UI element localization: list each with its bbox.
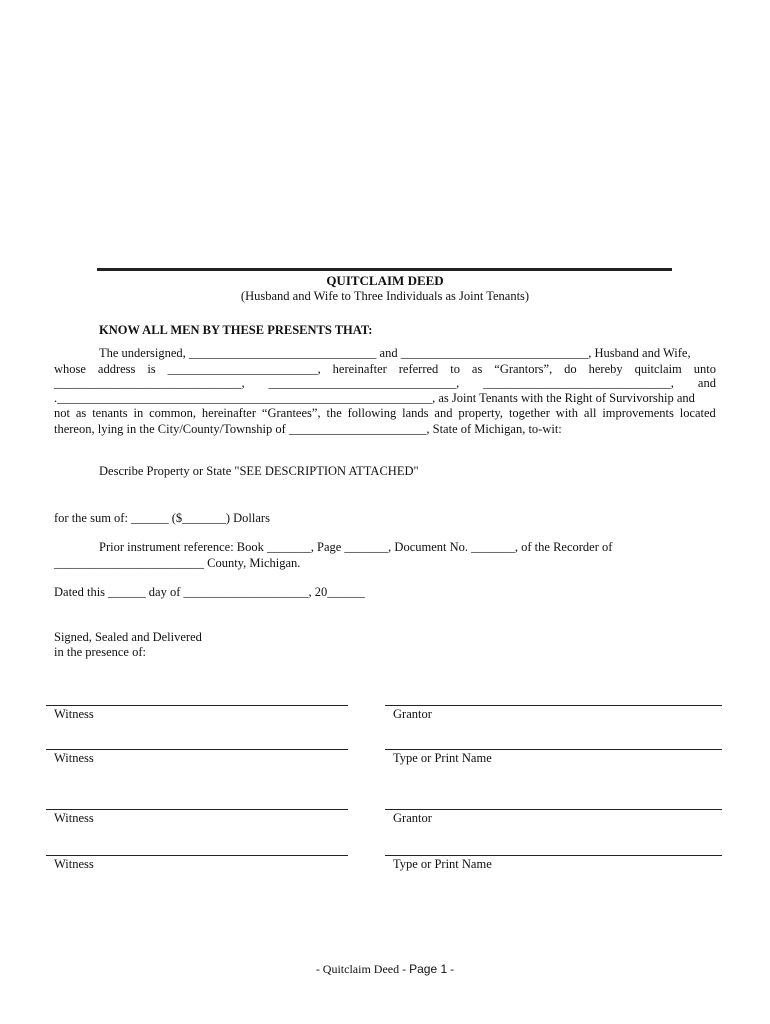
body-word: and	[697, 376, 716, 390]
signed-line-1: Signed, Sealed and Delivered	[54, 630, 202, 644]
body-line-6: thereon, lying in the City/County/Township of ______________________, State of Michigan, to-wit:	[54, 422, 562, 436]
witness-label: Witness	[54, 857, 94, 871]
document-title: QUITCLAIM DEED	[326, 273, 444, 288]
body-word: common,	[149, 406, 196, 420]
body-word: ______________________________,	[268, 376, 460, 390]
witness-label: Witness	[54, 751, 94, 765]
body-word: ______________________________,	[54, 376, 245, 390]
body-word: as	[75, 406, 87, 420]
grantor-signature-line[interactable]	[385, 809, 722, 810]
body-word: as	[471, 362, 483, 376]
body-line-3	[54, 376, 716, 391]
prior-reference-line: Prior instrument reference: Book _______, Page _______, Document No. _______, of the Recorder of	[99, 540, 613, 554]
body-word: ______________________________,	[483, 376, 674, 390]
body-word: do	[564, 362, 577, 376]
county-line: ________________________ County, Michigan.	[54, 556, 301, 570]
preamble: KNOW ALL MEN BY THESE PRESENTS THAT:	[99, 323, 373, 337]
body-word: whose	[54, 362, 86, 376]
signed-line-2: in the presence of:	[54, 645, 146, 659]
body-word: “Grantees”,	[261, 406, 321, 420]
witness-signature-line[interactable]	[46, 855, 348, 856]
print-name-label: Type or Print Name	[393, 751, 492, 765]
grantor-label: Grantor	[393, 707, 432, 721]
body-word: and	[434, 406, 453, 420]
top-rule	[97, 268, 672, 271]
print-name-label: Type or Print Name	[393, 857, 492, 871]
body-word: referred	[398, 362, 439, 376]
witness-label: Witness	[54, 707, 94, 721]
page-number: Page 1	[409, 962, 448, 976]
body-word: unto	[693, 362, 716, 376]
grantor-label: Grantor	[393, 811, 432, 825]
footer-dash: -	[447, 962, 455, 976]
witness-signature-line[interactable]	[46, 809, 348, 810]
body-word: not	[54, 406, 70, 420]
page-footer	[0, 962, 770, 977]
grantor-signature-line[interactable]	[385, 705, 722, 706]
body-word: all	[583, 406, 597, 420]
body-word: located	[679, 406, 716, 420]
body-word: following	[347, 406, 397, 420]
body-word: hereinafter	[332, 362, 387, 376]
body-word: is	[147, 362, 156, 376]
body-word: hereinafter	[201, 406, 257, 420]
body-word: tenants	[92, 406, 128, 420]
body-word: property,	[458, 406, 504, 420]
body-word: improvements	[602, 406, 674, 420]
print-name-line[interactable]	[385, 855, 722, 856]
body-word: quitclaim	[634, 362, 682, 376]
body-line-4: .____________________________________________________________, as Joint Tenants with the Right of Survivorship and	[54, 391, 695, 405]
body-word: address	[97, 362, 136, 376]
footer-title: - Quitclaim Deed -	[315, 962, 410, 976]
body-line-2	[54, 362, 716, 377]
witness-label: Witness	[54, 811, 94, 825]
document-subtitle: (Husband and Wife to Three Individuals as Joint Tenants)	[240, 289, 530, 303]
witness-signature-line[interactable]	[46, 705, 348, 706]
body-word: together	[508, 406, 550, 420]
body-word: with	[555, 406, 579, 420]
body-word: hereby	[588, 362, 623, 376]
property-description: Describe Property or State "SEE DESCRIPTION ATTACHED"	[99, 464, 419, 478]
witness-signature-line[interactable]	[46, 749, 348, 750]
body-word: ________________________,	[167, 362, 321, 376]
body-line-1: The undersigned, ______________________________ and ______________________________, Husband and Wife,	[99, 346, 691, 360]
body-line-5	[54, 406, 716, 421]
dated-line: Dated this ______ day of ____________________, 20______	[54, 585, 365, 599]
body-word: in	[133, 406, 144, 420]
body-word: the	[326, 406, 342, 420]
body-word: to	[450, 362, 460, 376]
body-word: “Grantors”,	[494, 362, 553, 376]
body-word: lands	[402, 406, 429, 420]
print-name-line[interactable]	[385, 749, 722, 750]
consideration-line: for the sum of: ______ ($_______) Dollars	[54, 511, 270, 525]
